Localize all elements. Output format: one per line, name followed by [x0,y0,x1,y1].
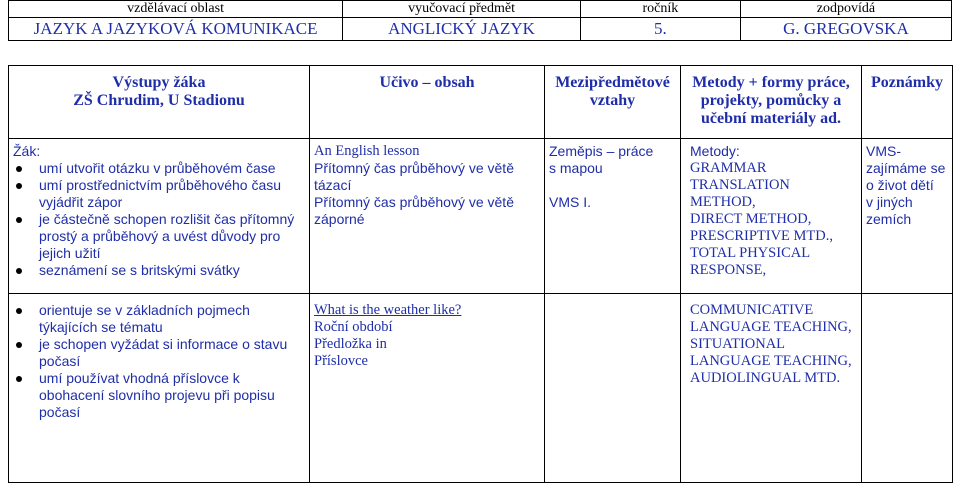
label-grade: ročník [580,1,740,18]
value-subject: ANGLICKÝ JAZYK [343,18,581,41]
method-item: LANGUAGE TEACHING, [690,353,852,369]
methods-label: Metody: [690,143,740,159]
content-item: Příslovce [314,353,368,369]
meta-table [8,0,952,41]
list-item: seznámení se s britskými svátky [13,262,305,279]
value-grade: 5. [580,18,740,41]
lesson-title: What is the weather like? [314,302,462,318]
header-row [9,66,953,139]
content-item: Roční období [314,319,393,335]
list-item: orientuje se v základních pojmech týkajících se tématu [13,302,305,336]
label-responsible: zodpovídá [740,1,951,18]
method-item: GRAMMAR [690,160,767,176]
method-item: LANGUAGE TEACHING, [690,319,852,335]
notes-cell [862,294,953,483]
list-item: umí používat vhodná příslovce k obohacení slovního projevu při popisu počasí [13,370,305,421]
cross-curricular-cell [545,139,681,294]
notes-cell [862,139,953,294]
header-cross-curricular: Mezipředmětové vztahy [545,66,681,139]
content-item: Přítomný čas průběhový ve větě záporné [314,194,514,227]
method-item: METHOD, [690,194,756,210]
value-responsible: G. GREGOVSKA [740,18,951,41]
cross-item: VMS I. [549,194,592,210]
method-item: SITUATIONAL [690,336,786,352]
header-notes: Poznámky [862,66,953,139]
label-subject-area: vzdělávací oblast [9,1,343,18]
content-item: Přítomný čas průběhový ve větě tázací [314,160,514,193]
table-row [9,139,953,294]
content-cell [310,294,545,483]
note-line: v jiných [866,194,913,210]
method-item: TRANSLATION [690,177,790,193]
pupil-intro: Žák: [13,143,41,159]
lesson-title: An English lesson [314,143,420,159]
list-item: je schopen vyžádat si informace o stavu počasí [13,336,305,370]
methods-cell [681,294,862,483]
note-line: o život dětí [866,177,934,193]
note-line: VMS- [866,143,901,159]
outputs-cell [9,294,310,483]
content-item: Předložka in [314,336,387,352]
cross-item: Zeměpis – práce [549,143,654,159]
curriculum-table [8,65,953,483]
methods-cell [681,139,862,294]
content-cell [310,139,545,294]
method-item: RESPONSE, [690,262,767,278]
cross-item: s mapou [549,160,603,176]
method-item: PRESCRIPTIVE MTD., [690,228,834,244]
method-item: TOTAL PHYSICAL [690,245,811,261]
header-content: Učivo – obsah [310,66,545,139]
method-item: COMMUNICATIVE [690,302,814,318]
value-subject-area: JAZYK A JAZYKOVÁ KOMUNIKACE [9,18,343,41]
list-item: umí prostřednictvím průběhového času vyjádřit zápor [13,177,305,211]
method-item: AUDIOLINGUAL MTD. [690,370,841,386]
note-line: zajímáme se [866,160,946,176]
header-outputs: Výstupy žáka ZŠ Chrudim, U Stadionu [9,66,310,139]
outputs-list [13,302,305,421]
method-item: DIRECT METHOD, [690,211,812,227]
label-subject: vyučovací předmět [343,1,581,18]
outputs-list [13,160,305,279]
list-item: je částečně schopen rozlišit čas přítomný prostý a průběhový a uvést důvody pro jejich užití [13,211,305,262]
cross-curricular-cell [545,294,681,483]
header-methods: Metody + formy práce, projekty, pomůcky a učební materiály ad. [681,66,862,139]
list-item: umí utvořit otázku v průběhovém čase [13,160,305,177]
note-line: zemích [866,211,912,227]
table-row [9,294,953,483]
outputs-cell [9,139,310,294]
